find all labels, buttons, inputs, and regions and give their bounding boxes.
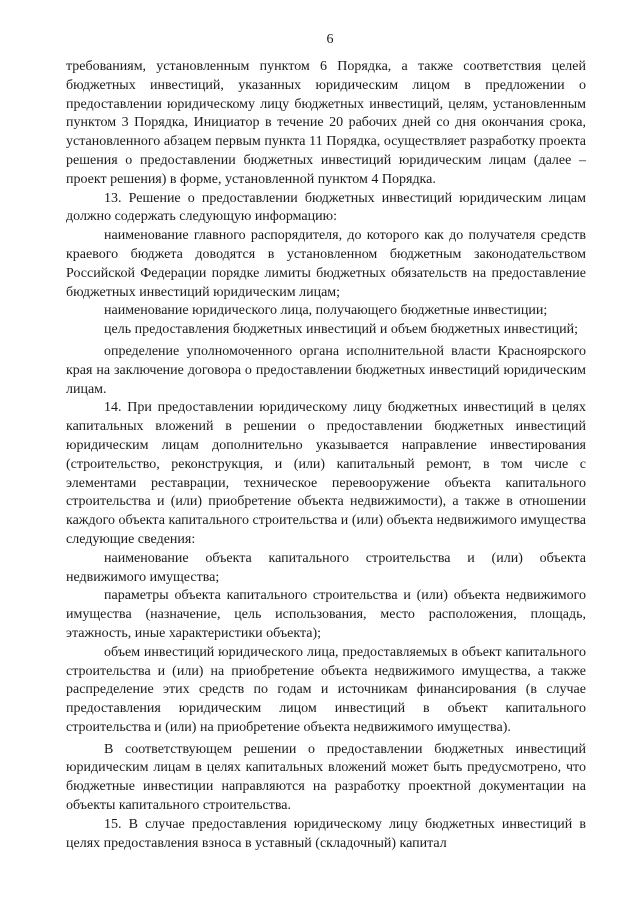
paragraph-object-parameters: параметры объекта капитального строительства и (или) объекта недвижимого имущества (назначение, цель использования, место расположения, площадь, этажность, иные характеристики объекта); xyxy=(66,588,586,641)
paragraph-project-documentation: В соответствующем решении о предоставлении бюджетных инвестиций юридическим лицам в целях капитальных вложений может быть предусмотрено, что бюджетные инвестиции направляются на разработку проектной документации на объекты капитального строительства. xyxy=(66,741,586,814)
paragraph-item-14: 14. При предоставлении юридическому лицу бюджетных инвестиций в целях капитальных вложений в решении о предоставлении бюджетных инвестиций юридическим лицам дополнительно указывается направление инвестирования (строительство, реконструкция, и (или) капитальный ремонт, в том числе с элементами реставрации, техническое перевооружение объекта капитального строительства и (или) приобретение объекта недвижимости), а также в отношении каждого объекта капитального строительства и (или) объекта недвижимого имущества следующие сведения: xyxy=(66,400,586,547)
paragraph-legal-entity-name: наименование юридического лица, получающего бюджетные инвестиции; xyxy=(104,303,548,319)
paragraph-main-administrator: наименование главного распорядителя, до которого как до получателя средств краевого бюджета доводятся в установленном бюджетным законодательством Российской Федерации порядке лимиты бюджетных обязательств на предоставление бюджетных инвестиций юридическим лицам; xyxy=(66,228,586,300)
paragraph-item-15: 15. В случае предоставления юридическому лицу бюджетных инвестиций в целях предоставления взноса в уставный (складочный) капитал xyxy=(66,816,586,851)
paragraph-authorized-body: определение уполномоченного органа исполнительной власти Красноярского края на заключение договора о предоставлении бюджетных инвестиций юридическим лицам. xyxy=(66,343,586,397)
paragraph-item-13: 13. Решение о предоставлении бюджетных инвестиций юридическим лицам должно содержать следующую информацию: xyxy=(66,190,586,225)
paragraph-investment-volume: объем инвестиций юридического лица, предоставляемых в объект капитального строительства и (или) на приобретение объекта недвижимого имущества, а также распределение этих средств по годам и источникам финансирования (в случае предоставления юридическим лицом инвестиций в объект капитального строительства и (или) на приобретение объекта недвижимого имущества). xyxy=(66,644,586,735)
page-number: 6 xyxy=(326,32,334,47)
paragraph-continuation-requirements: требованиям, установленным пунктом 6 Порядка, а также соответствия целей бюджетных инвестиций, указанных юридическим лицом в предложении о предоставлении юридическому лицу бюджетных инвестиций, целям, установленным пунктом 3 Порядка, Инициатор в течение 20 рабочих дней со дня окончания срока, установленного абзацем первым пункта 11 Порядка, осуществляет разработку проекта решения о предоставлении бюджетных инвестиций юридическим лицам (далее – проект решения) в форме, установленной пунктом 4 Порядка. xyxy=(66,59,586,187)
document-page xyxy=(66,30,586,853)
paragraph-investment-purpose: цель предоставления бюджетных инвестиций и объем бюджетных инвестиций; xyxy=(104,322,578,338)
paragraph-object-name: наименование объекта капитального строительства и (или) объекта недвижимого имущества; xyxy=(66,550,586,585)
